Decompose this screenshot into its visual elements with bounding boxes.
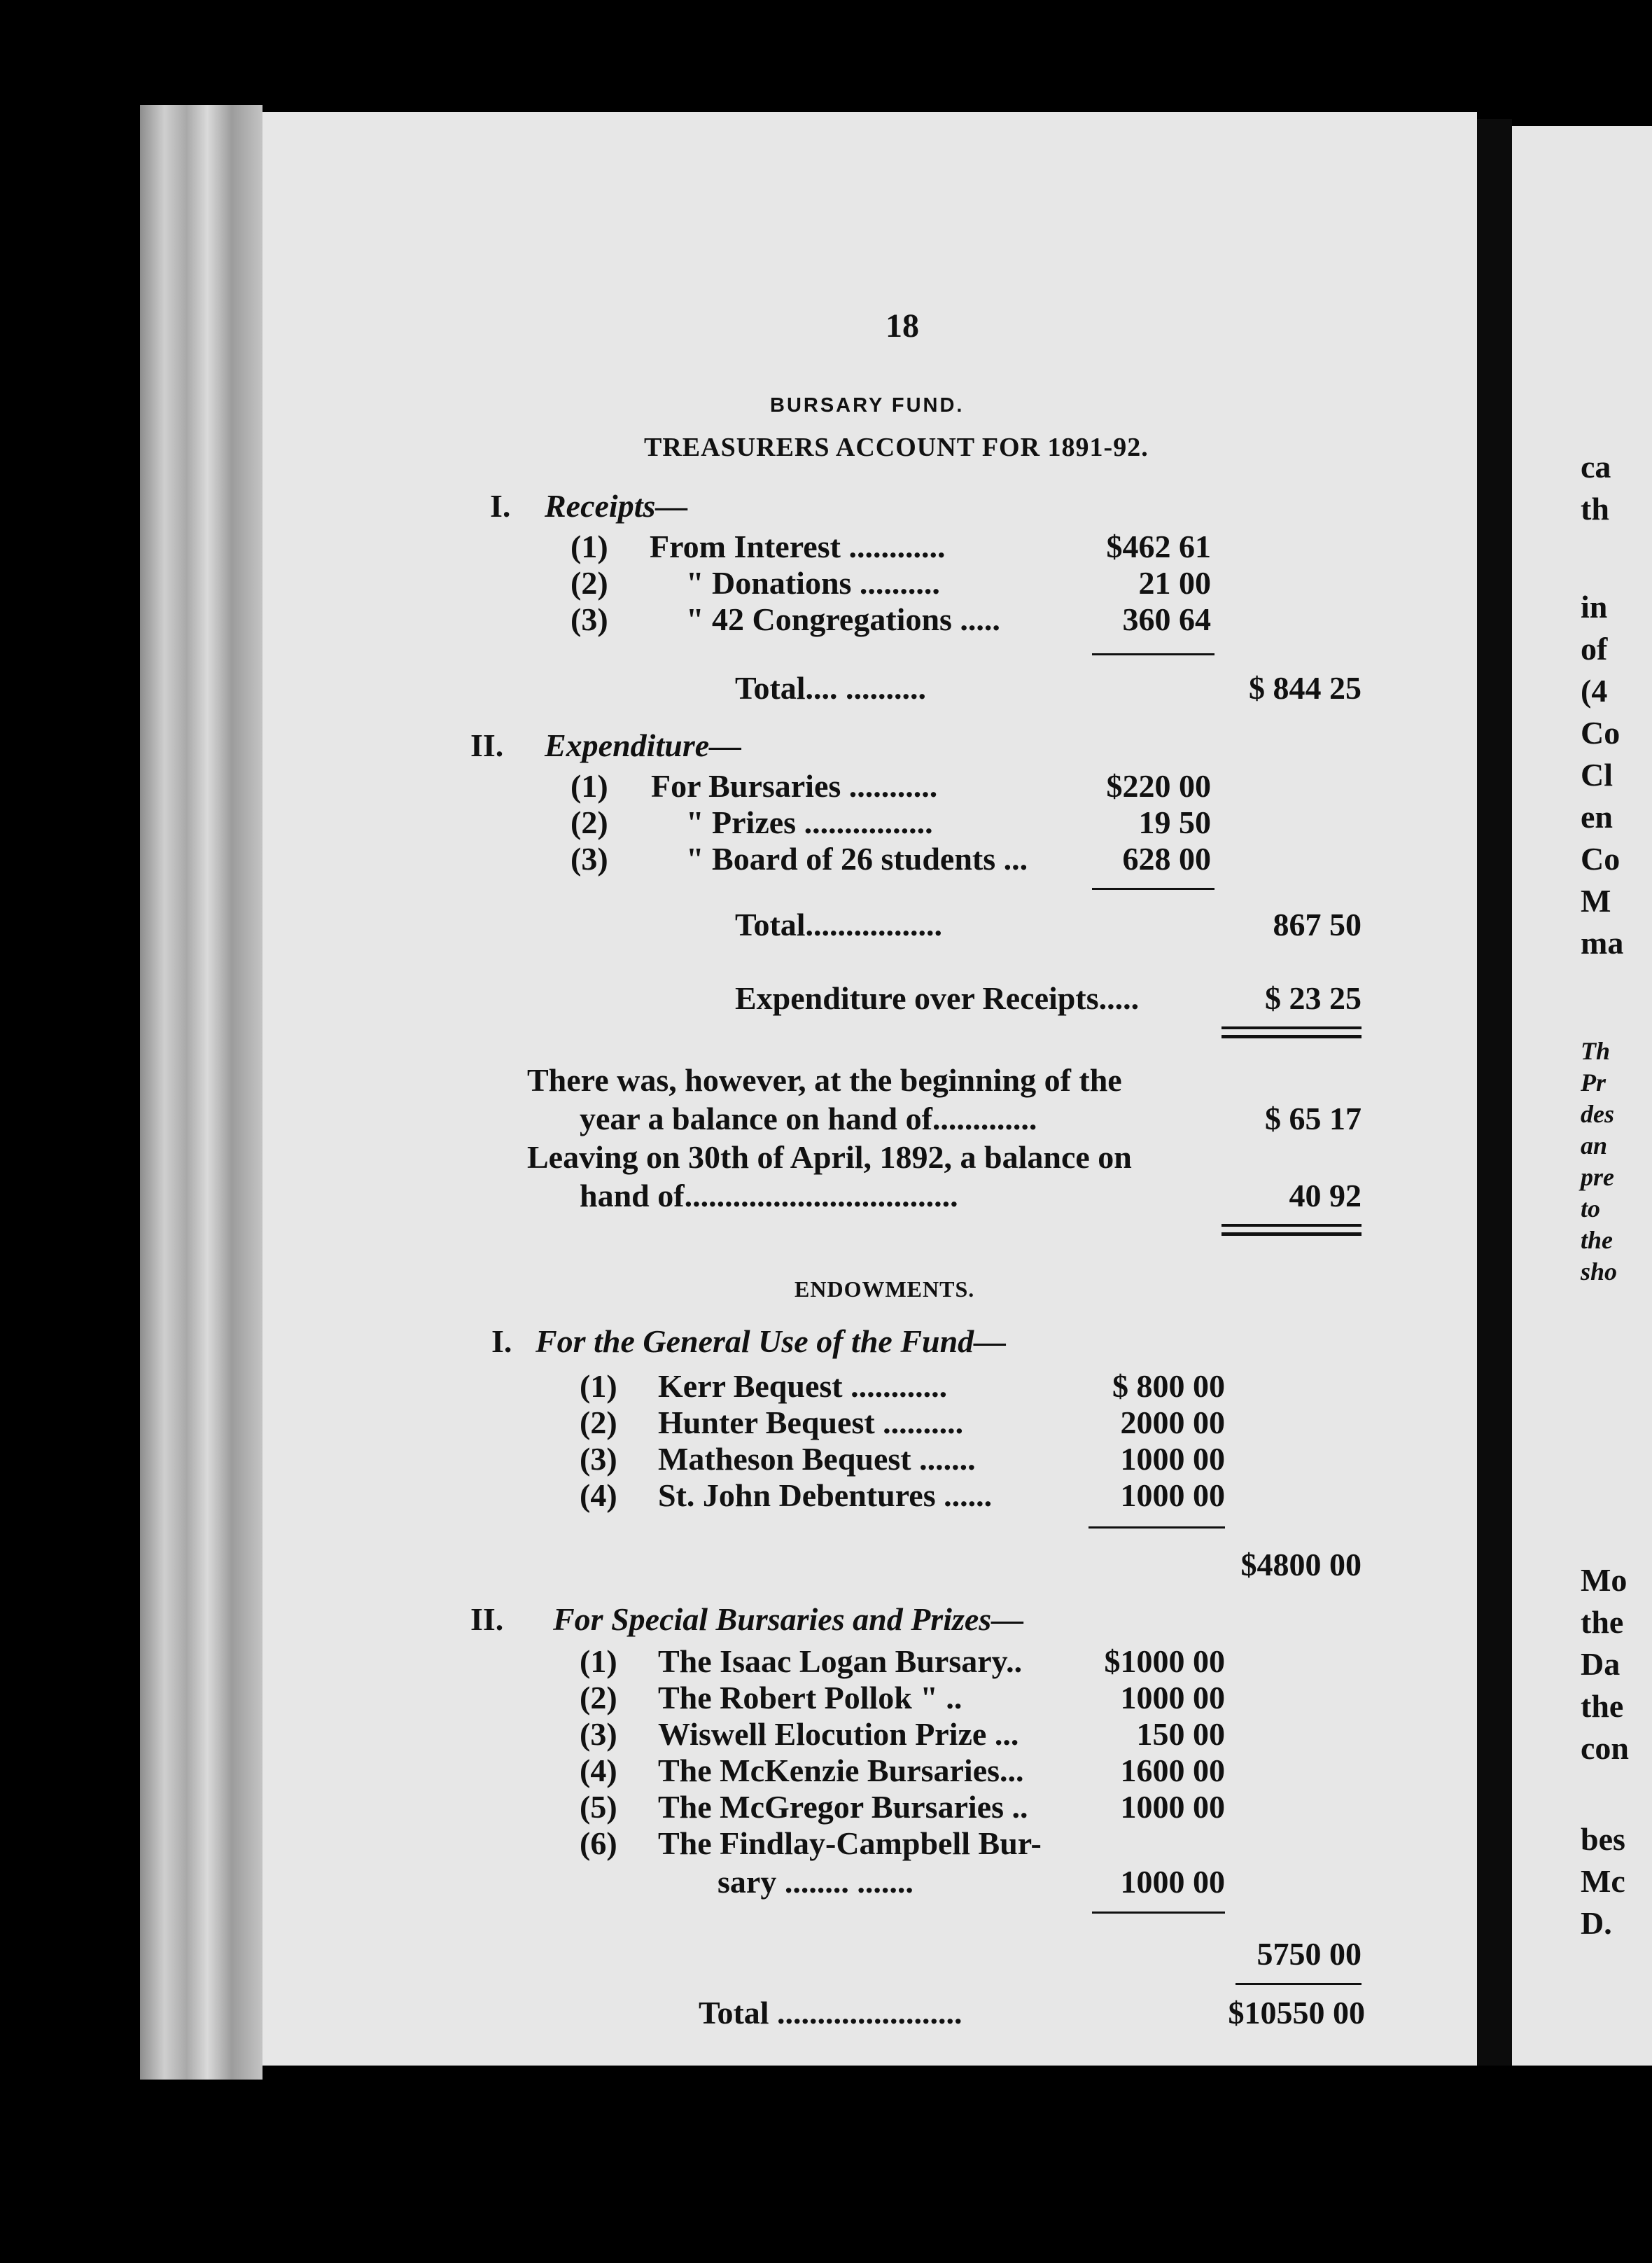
facing-page-fragment: of bbox=[1581, 631, 1608, 667]
facing-page-fragment: Th bbox=[1581, 1037, 1611, 1065]
double-rule bbox=[1222, 1035, 1362, 1038]
special-amount: 150 00 bbox=[1136, 1716, 1225, 1752]
balance-line: year a balance on hand of............. bbox=[580, 1101, 1037, 1136]
general-label: Matheson Bequest ....... bbox=[658, 1441, 976, 1477]
sum-rule bbox=[1092, 888, 1214, 890]
special-label: Wiswell Elocution Prize ... bbox=[658, 1716, 1019, 1752]
receipt-amount: $462 61 bbox=[1106, 529, 1211, 564]
facing-page-fragment: ma bbox=[1581, 925, 1624, 961]
sum-rule bbox=[1092, 653, 1214, 655]
general-amount: 1000 00 bbox=[1120, 1477, 1225, 1513]
expenditure-total-label: Total................. bbox=[735, 907, 943, 942]
facing-page-fragment: Co bbox=[1581, 715, 1620, 751]
double-rule bbox=[1222, 1026, 1362, 1029]
special-num: (6) bbox=[580, 1825, 617, 1861]
expenditure-num: (2) bbox=[570, 805, 608, 840]
facing-page-fragment: pre bbox=[1581, 1163, 1614, 1191]
special-num: (3) bbox=[580, 1716, 617, 1752]
facing-page-fragment: th bbox=[1581, 491, 1609, 527]
account-subheading: TREASURERS ACCOUNT FOR 1891-92. bbox=[644, 433, 1149, 462]
receipt-amount: 21 00 bbox=[1138, 565, 1211, 601]
book-spine bbox=[1477, 119, 1512, 2066]
page-edge bbox=[140, 105, 262, 2080]
expenditure-amount: 19 50 bbox=[1138, 805, 1211, 840]
special-subtotal: 5750 00 bbox=[1256, 1936, 1362, 1972]
facing-page-fragment: Cl bbox=[1581, 757, 1613, 793]
expenditure-amount: 628 00 bbox=[1122, 841, 1211, 877]
balance-line: There was, however, at the beginning of the bbox=[527, 1062, 1122, 1098]
facing-page-fragment: con bbox=[1581, 1730, 1629, 1766]
facing-page-fragment: Da bbox=[1581, 1646, 1620, 1682]
general-title: For the General Use of the Fund— bbox=[536, 1323, 1007, 1359]
facing-page-fragment: an bbox=[1581, 1132, 1608, 1160]
special-label: The Isaac Logan Bursary.. bbox=[658, 1643, 1023, 1679]
special-amount: 1000 00 bbox=[1120, 1864, 1225, 1900]
sum-rule bbox=[1236, 1983, 1362, 1985]
facing-page-fragment: en bbox=[1581, 799, 1613, 835]
general-num: (4) bbox=[580, 1477, 617, 1513]
special-num: (4) bbox=[580, 1753, 617, 1788]
expenditure-label: " Prizes ................ bbox=[686, 805, 933, 840]
facing-page-fragment: in bbox=[1581, 589, 1608, 625]
expenditure-num: (3) bbox=[570, 841, 608, 877]
general-amount: 2000 00 bbox=[1120, 1405, 1225, 1440]
expenditure-amount: $220 00 bbox=[1106, 768, 1211, 804]
double-rule bbox=[1222, 1224, 1362, 1227]
special-num: (2) bbox=[580, 1680, 617, 1715]
balance-amount: 40 92 bbox=[1289, 1178, 1362, 1213]
special-label: sary ........ ....... bbox=[718, 1864, 913, 1900]
special-amount: 1600 00 bbox=[1120, 1753, 1225, 1788]
general-label: Hunter Bequest .......... bbox=[658, 1405, 964, 1440]
general-num: (3) bbox=[580, 1441, 617, 1477]
receipt-label: From Interest ............ bbox=[650, 529, 946, 564]
receipts-total: $ 844 25 bbox=[1249, 670, 1362, 706]
general-amount: $ 800 00 bbox=[1112, 1368, 1225, 1404]
double-rule bbox=[1222, 1232, 1362, 1236]
facing-page-fragment: D. bbox=[1581, 1905, 1612, 1941]
special-amount: $1000 00 bbox=[1104, 1643, 1225, 1679]
special-label: The Robert Pollok " .. bbox=[658, 1680, 962, 1715]
page-number: 18 bbox=[886, 307, 919, 344]
general-label: Kerr Bequest ............ bbox=[658, 1368, 948, 1404]
special-amount: 1000 00 bbox=[1120, 1680, 1225, 1715]
general-num: (1) bbox=[580, 1368, 617, 1404]
special-label: The McGregor Bursaries .. bbox=[658, 1789, 1028, 1825]
expenditure-total: 867 50 bbox=[1273, 907, 1362, 942]
receipt-num: (3) bbox=[570, 601, 608, 637]
endowments-heading: ENDOWMENTS. bbox=[794, 1276, 975, 1302]
sum-rule bbox=[1088, 1526, 1225, 1529]
facing-page-fragment: ca bbox=[1581, 449, 1611, 485]
section-heading: BURSARY FUND. bbox=[770, 394, 965, 417]
receipt-label: " 42 Congregations ..... bbox=[686, 601, 1000, 637]
deficit-amount: $ 23 25 bbox=[1265, 980, 1362, 1016]
special-label: The Findlay-Campbell Bur- bbox=[658, 1825, 1042, 1861]
general-amount: 1000 00 bbox=[1120, 1441, 1225, 1477]
facing-page-fragment: (4 bbox=[1581, 673, 1608, 709]
facing-page-fragment: bes bbox=[1581, 1821, 1625, 1857]
facing-page-fragment: M bbox=[1581, 883, 1611, 919]
facing-page-fragment: the bbox=[1581, 1604, 1624, 1640]
sum-rule bbox=[1092, 1912, 1225, 1914]
special-label: The McKenzie Bursaries... bbox=[658, 1753, 1024, 1788]
facing-page bbox=[1512, 126, 1652, 2066]
special-amount: 1000 00 bbox=[1120, 1789, 1225, 1825]
deficit-label: Expenditure over Receipts..... bbox=[735, 980, 1140, 1016]
special-title: For Special Bursaries and Prizes— bbox=[553, 1601, 1024, 1637]
expenditure-num: (1) bbox=[570, 768, 608, 804]
facing-page-fragment: Mc bbox=[1581, 1863, 1625, 1899]
facing-page-fragment: Co bbox=[1581, 841, 1620, 877]
facing-page-fragment: sho bbox=[1581, 1258, 1618, 1286]
general-subtotal: $4800 00 bbox=[1240, 1547, 1362, 1582]
facing-page-fragment: the bbox=[1581, 1688, 1624, 1724]
grand-total: $10550 00 bbox=[1228, 1995, 1365, 2031]
receipt-amount: 360 64 bbox=[1122, 601, 1211, 637]
expenditure-title: Expenditure— bbox=[545, 727, 742, 763]
balance-amount: $ 65 17 bbox=[1265, 1101, 1362, 1136]
receipts-title: Receipts— bbox=[545, 488, 688, 524]
special-numeral: II. bbox=[470, 1601, 504, 1637]
general-label: St. John Debentures ...... bbox=[658, 1477, 993, 1513]
receipt-num: (2) bbox=[570, 565, 608, 601]
expenditure-label: For Bursaries ........... bbox=[651, 768, 938, 804]
receipts-total-label: Total.... .......... bbox=[735, 670, 927, 706]
receipt-num: (1) bbox=[570, 529, 608, 564]
facing-page-fragment: Mo bbox=[1581, 1562, 1628, 1598]
facing-page-fragment: to bbox=[1581, 1195, 1601, 1223]
facing-page-fragment: the bbox=[1581, 1226, 1614, 1254]
facing-page-fragment: Pr bbox=[1581, 1068, 1606, 1096]
balance-line: Leaving on 30th of April, 1892, a balance on bbox=[527, 1139, 1132, 1175]
grand-total-label: Total ....................... bbox=[699, 1995, 962, 2031]
facing-page-fragment: des bbox=[1581, 1100, 1614, 1128]
receipt-label: " Donations .......... bbox=[686, 565, 940, 601]
general-num: (2) bbox=[580, 1405, 617, 1440]
balance-line: hand of.................................. bbox=[580, 1178, 958, 1213]
receipts-numeral: I. bbox=[490, 488, 511, 524]
expenditure-label: " Board of 26 students ... bbox=[686, 841, 1028, 877]
special-num: (1) bbox=[580, 1643, 617, 1679]
general-numeral: I. bbox=[491, 1323, 512, 1359]
special-num: (5) bbox=[580, 1789, 617, 1825]
expenditure-numeral: II. bbox=[470, 727, 504, 763]
